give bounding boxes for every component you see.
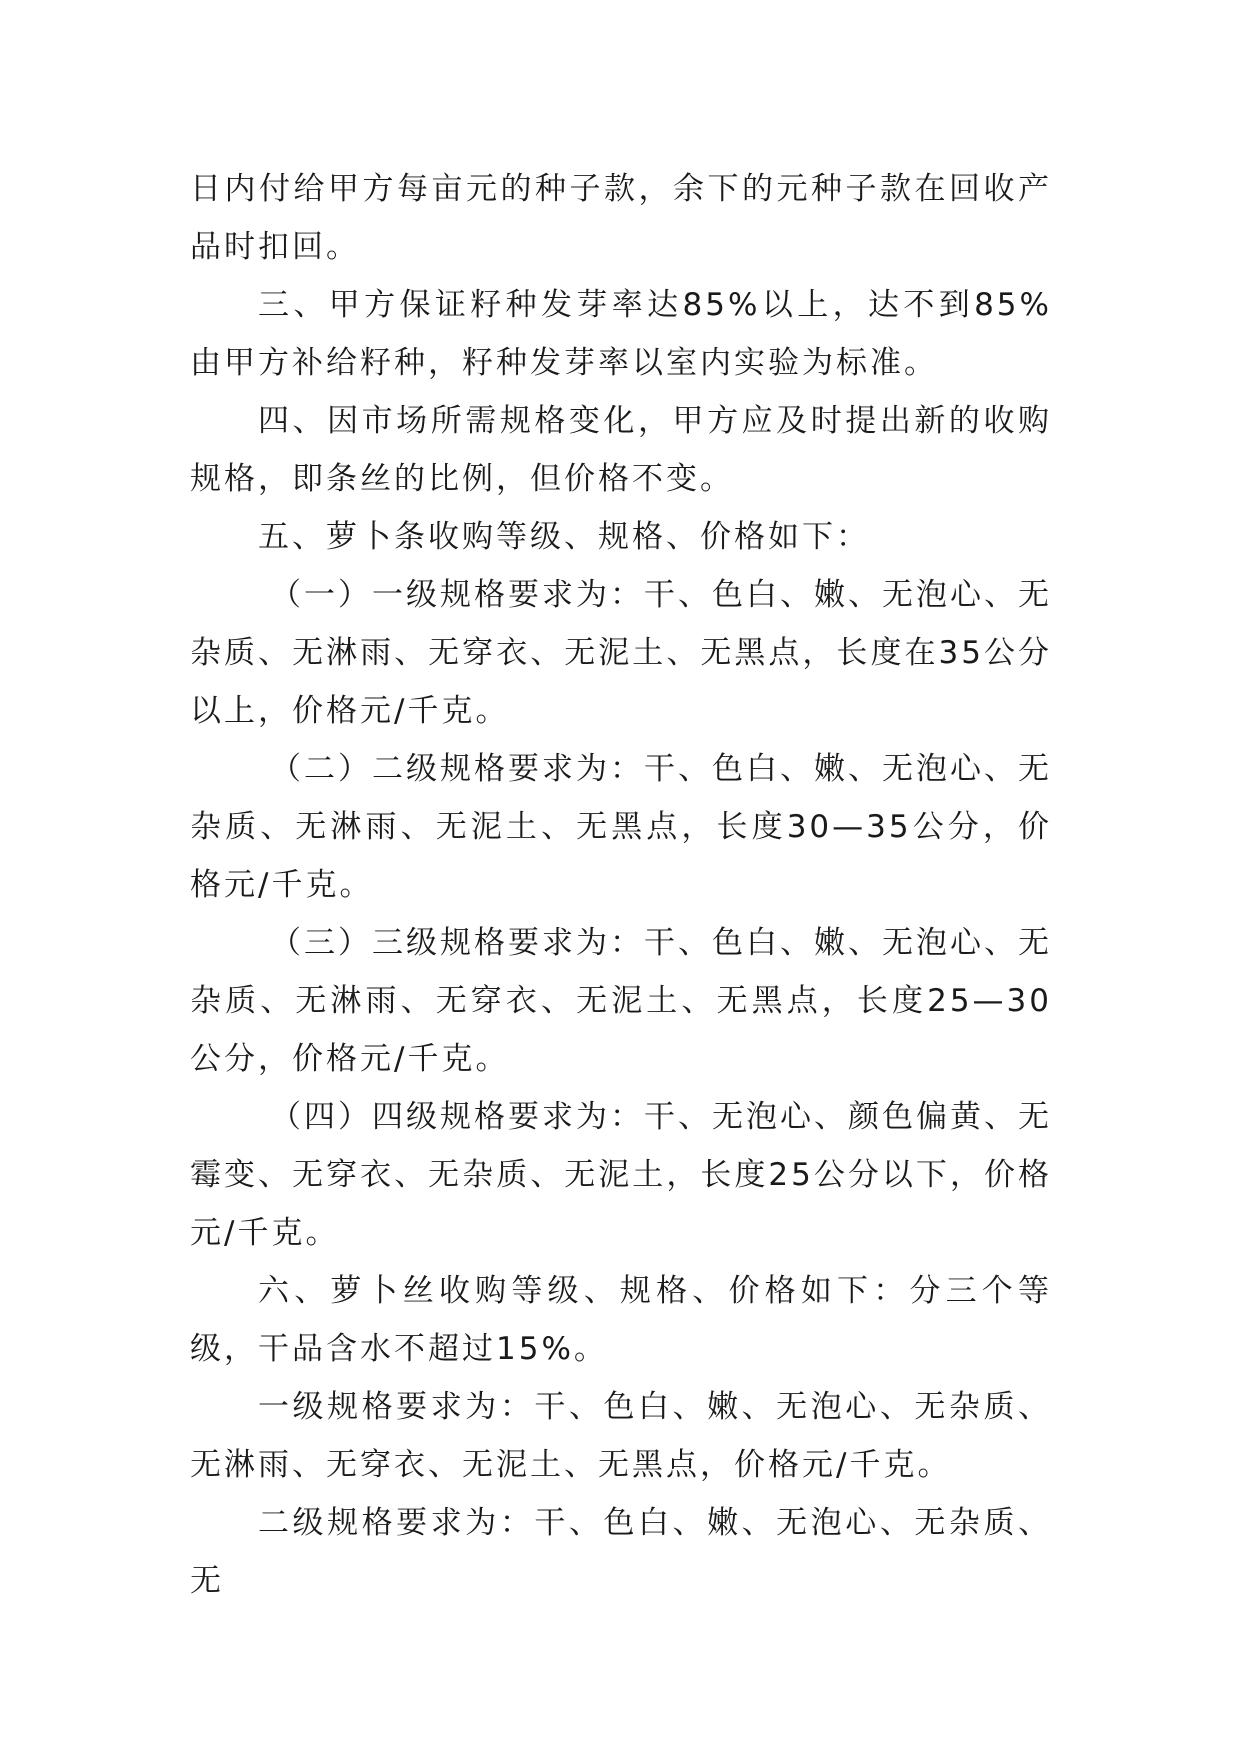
paragraph-seed-payment: 日内付给甲方每亩元的种子款，余下的元种子款在回收产品时扣回。 bbox=[190, 171, 1052, 265]
paragraph-grade-1-strip: （一）一级规格要求为：干、色白、嫩、无泡心、无杂质、无淋雨、无穿衣、无泥土、无黑点，长度在35公分以上，价格元/千克。 bbox=[190, 577, 1052, 729]
paragraph-grade-2-strip: （二）二级规格要求为：干、色白、嫩、无泡心、无杂质、无淋雨、无泥土、无黑点，长度30—35公分，价格元/千克。 bbox=[190, 751, 1052, 903]
paragraph-grade-2-shred: 二级规格要求为：干、色白、嫩、无泡心、无杂质、无 bbox=[190, 1505, 1052, 1599]
paragraph-clause-4: 四、因市场所需规格变化，甲方应及时提出新的收购规格，即条丝的比例，但价格不变。 bbox=[190, 403, 1052, 497]
paragraph-clause-3: 三、甲方保证籽种发芽率达85%以上，达不到85%由甲方补给籽种，籽种发芽率以室内实验为标准。 bbox=[190, 287, 1052, 381]
document-body bbox=[190, 160, 1052, 1610]
paragraph-grade-1-shred: 一级规格要求为：干、色白、嫩、无泡心、无杂质、无淋雨、无穿衣、无泥土、无黑点，价格元/千克。 bbox=[190, 1389, 1052, 1483]
paragraph-clause-5: 五、萝卜条收购等级、规格、价格如下： bbox=[258, 519, 870, 555]
paragraph-grade-3-strip: （三）三级规格要求为：干、色白、嫩、无泡心、无杂质、无淋雨、无穿衣、无泥土、无黑点，长度25—30公分，价格元/千克。 bbox=[190, 925, 1052, 1077]
paragraph-grade-4-strip: （四）四级规格要求为：干、无泡心、颜色偏黄、无霉变、无穿衣、无杂质、无泥土，长度25公分以下，价格元/千克。 bbox=[190, 1099, 1052, 1251]
paragraph-clause-6: 六、萝卜丝收购等级、规格、价格如下：分三个等级，干品含水不超过15%。 bbox=[190, 1273, 1052, 1367]
